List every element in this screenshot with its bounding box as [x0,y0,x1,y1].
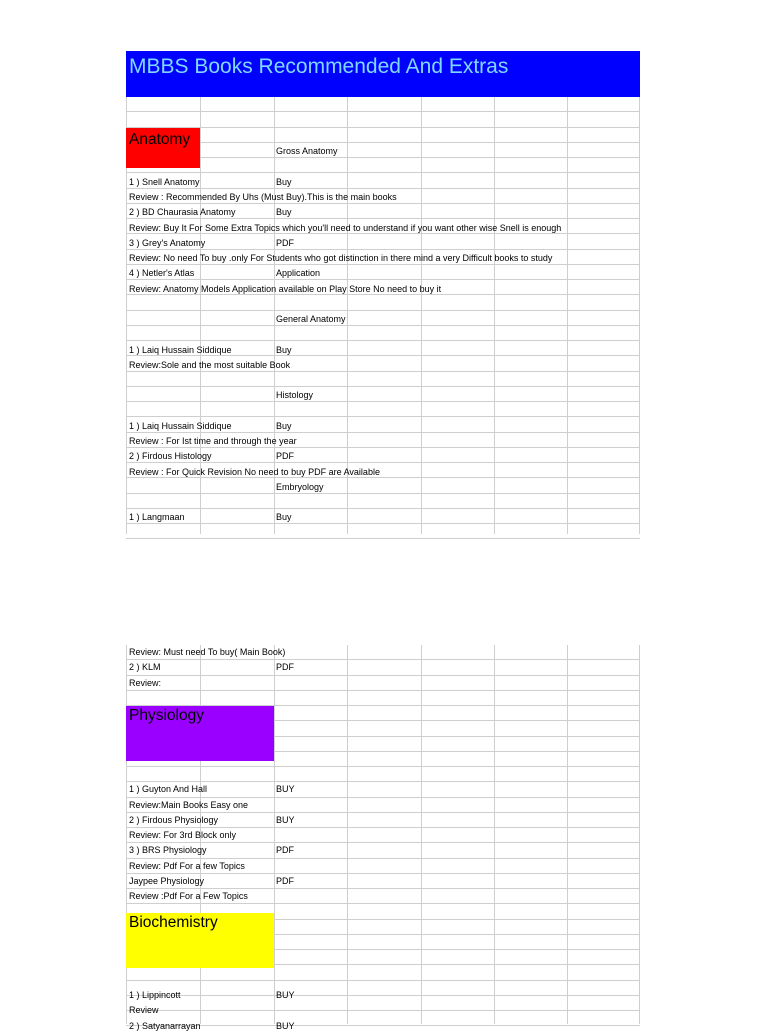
grid-row [126,387,640,402]
grid-row [126,311,640,326]
grid-row [126,128,640,143]
cell-text: Review: Anatomy Models Application available on Play Store No need to buy it [129,283,442,294]
grid-column-line [494,97,495,534]
cell-text: Review :Pdf For a Few Topics [129,891,248,901]
cell-text: General Anatomy [276,314,346,325]
cell-text: Review:Sole and the most suitable Book [129,359,291,370]
cell-text: 1 ) Guyton And Hall [129,784,208,795]
cell-text: 3 ) Grey's Anatomy [129,237,206,248]
physiology-section-header [126,706,274,761]
cell-text: Review : For Ist time and through the year [129,436,297,447]
cell-text: 3 ) BRS Physiology [129,845,207,856]
grid-row [126,676,640,691]
grid-row [126,996,640,1011]
grid-row [126,402,640,417]
grid-column-line [274,645,275,1024]
cell-text: Buy [276,512,292,523]
grid-column-line [347,645,348,1024]
grid-row [126,372,640,387]
cell-text: 1 ) Snell Anatomy [129,176,200,187]
cell-text: Gross Anatomy [276,146,338,157]
cell-text: Review: No need To buy .only For Students who got distinction in there mind a very Difficult books to study [129,253,553,264]
cell-text: Review: Buy It For Some Extra Topics which you'll need to understand if you want other wise Snell is enough [129,222,562,233]
cell-text: PDF [276,875,294,886]
cell-text: PDF [276,451,294,462]
cell-text: Review : Recommended By Uhs (Must Buy).This is the main books [129,192,397,203]
cell-text: 1 ) Lippincott [129,990,181,1001]
grid-column-line [421,97,422,534]
grid-row [126,494,640,509]
cell-text: 2 ) Satyanarrayan [129,1020,201,1031]
cell-text: 2 ) BD Chaurasia Anatomy [129,207,236,218]
cell-text: 1 ) Laiq Hussain Siddique [129,344,232,355]
grid-row [126,143,640,158]
biochemistry-section-header [126,913,274,968]
cell-text: Review: For 3rd Block only [129,830,237,840]
grid-row [126,97,640,112]
grid-row [126,173,640,188]
cell-text: PDF [276,845,294,856]
cell-text: Review: [129,677,162,688]
cell-text: Histology [276,390,314,401]
grid-row [126,158,640,173]
grid-column-line [567,97,568,534]
page-title: MBBS Books Recommended And Extras [129,55,509,78]
grid-column-line [639,645,640,1024]
cell-text: Review: Must need To buy( Main Book) [129,647,286,657]
cell-text: Buy [276,344,292,355]
cell-text: BUY [276,814,295,825]
cell-text: 4 ) Netler's Atlas [129,268,195,279]
cell-text: PDF [276,237,294,248]
anatomy-section-label: Anatomy [129,131,191,148]
cell-text: Embryology [276,481,324,492]
cell-text: 2 ) KLM [129,662,161,673]
cell-text: Buy [276,176,292,187]
grid-column-line [567,645,568,1024]
cell-text: 1 ) Laiq Hussain Siddique [129,420,232,431]
grid-row [126,326,640,341]
cell-text: Buy [276,207,292,218]
grid-column-line [494,645,495,1024]
grid-row [126,265,640,280]
grid-row [126,112,640,127]
cell-text: PDF [276,662,294,673]
cell-text: 1 ) Langmaan [129,512,185,523]
grid-column-line [639,97,640,534]
grid-row [126,981,640,996]
cell-text: Buy [276,420,292,431]
cell-text: Jaypee Physiology [129,875,205,886]
cell-text: Review : For Quick Revision No need to buy PDF are Available [129,466,380,477]
cell-text: Review:Main Books Easy one [129,799,249,810]
cell-text: Application [276,268,321,279]
title-band [126,51,640,97]
cell-text: 2 ) Firdous Histology [129,451,212,462]
anatomy-section-header [126,128,200,168]
grid-row [126,660,640,675]
grid-column-line [421,645,422,1024]
sheet-page-1 [126,51,640,534]
cell-text: Review: Pdf For a few Topics [129,860,245,871]
cell-text: BUY [276,990,295,1001]
grid-row [126,509,640,524]
grid-row [126,767,640,782]
grid-row [126,524,640,539]
grid-row [126,478,640,493]
grid-row [126,691,640,706]
grid-row [126,295,640,310]
cell-text: Review [129,1005,159,1016]
grid-row [126,1011,640,1026]
cell-text: BUY [276,1020,295,1031]
physiology-section-label: Physiology [129,707,204,724]
sheet-page-2 [126,645,640,1031]
cell-text: 2 ) Firdous Physiology [129,814,219,825]
biochemistry-section-label: Biochemistry [129,914,218,931]
cell-text: BUY [276,784,295,795]
